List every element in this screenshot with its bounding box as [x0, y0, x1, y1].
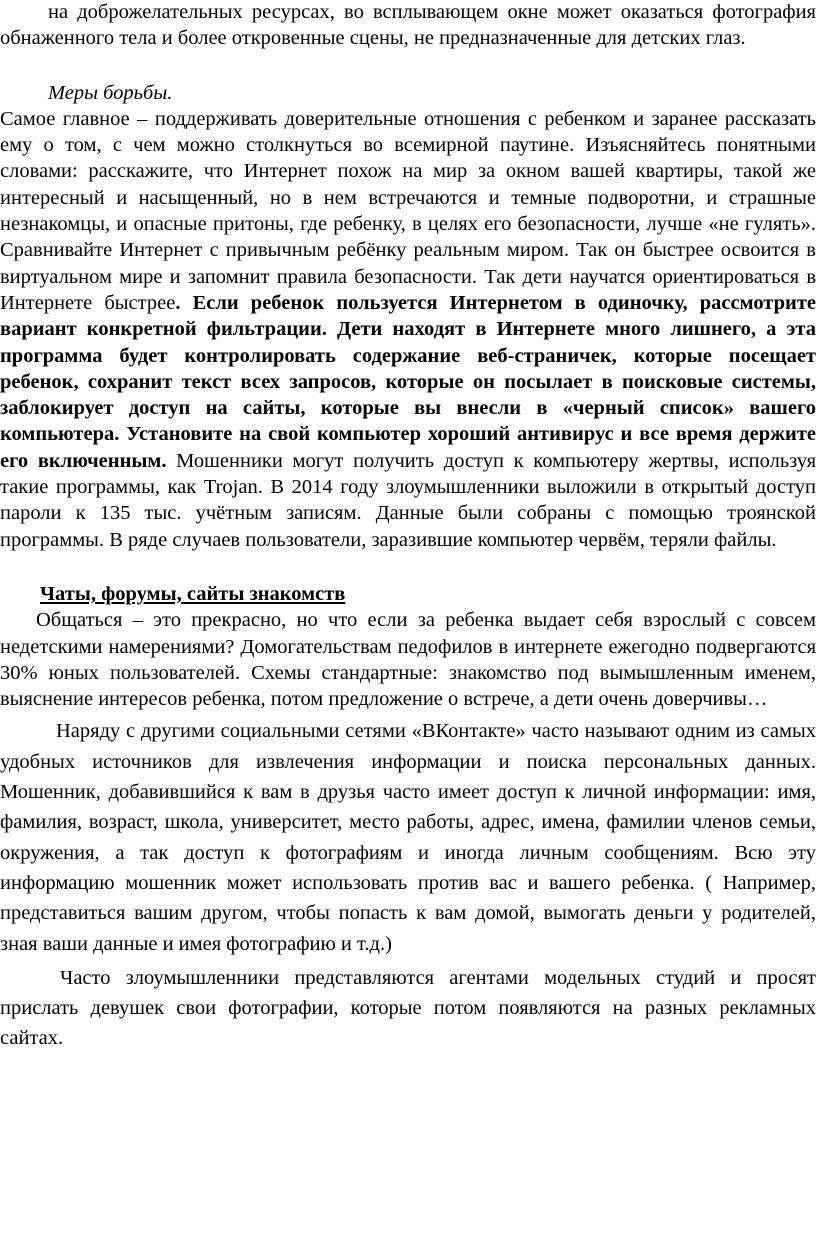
- measures-heading: Меры борьбы.: [48, 81, 173, 104]
- chats-paragraph-3: Часто злоумышленники представляются агентами модельных студий и просят прислать девушек свои фотографии, которые потом появляются на разных рекламных сайтах.: [0, 966, 816, 1050]
- intro-paragraph: на доброжелательных ресурсах, во всплывающем окне может оказаться фотография обнаженного тела и более откровенные сцены, не предназначенные для детских глаз.: [0, 1, 816, 50]
- chats-heading: Чаты, форумы, сайты знакомств: [40, 582, 346, 605]
- measures-paragraph: [0, 106, 816, 553]
- spacer: [0, 553, 816, 579]
- measures-text-regular: Самое главное – поддерживать доверительные отношения с ребенком и заранее рассказать ему о том, с чем можно столкнуться во всемирной паутине. Изъясняйтесь понятными словами: расскажите, что Интернет похож на мир за окном вашей квартиры, такой же интересный и насыщенный, но в нем встречаются и темные подворотни, и страшные незнакомцы, и опасные притоны, где ребенку, в целях его безопасности, лучше «не гулять». Сравнивайте Интернет с привычным ребёнку реальным миром. Так он быстрее освоится в виртуальном мире и запомнит правила безопасности. Так дети научатся ориентироваться в Интернете быстрее: [0, 107, 816, 314]
- measures-text-regular-2: Мошенники могут получить доступ к компьютеру жертвы, используя такие программы, как Trojan. В 2014 году злоумышленники выложили в открытый доступ пароли к 135 тыс. учётным записям. Данные были собраны с помощью троянской программы. В ряде случаев пользователи, заразившие компьютер червём, теряли файлы.: [0, 449, 816, 551]
- chats-paragraph-2: Наряду с другими социальными сетями «ВКонтакте» часто называют одним из самых удобных источников для извлечения информации и поиска персональных данных. Мошенник, добавившийся к вам в друзья часто имеет доступ к личной информации: имя, фамилия, возраст, школа, университет, место работы, адрес, имена, фамилии членов семьи, окружения, а так доступ к фотографиям и иногда личным сообщениям. Всю эту информацию мошенник может использовать против вас и вашего ребенка. ( Например, представиться вашим другом, чтобы попасть к вам домой, вымогать деньги у родителей, зная ваши данные и имея фотографию и т.д.): [0, 720, 816, 955]
- chats-paragraph-1: Общаться – это прекрасно, но что если за ребенка выдает себя взрослый с совсем недетскими намерениями? Домогательствам педофилов в интернете ежегодно подвергаются 30% юных пользователей. Схемы стандартные: знакомство под вымышленным именем, выяснение интересов ребенка, потом предложение о встрече, а дети очень доверчивы…: [0, 609, 816, 711]
- measures-text-bold: . Если ребенок пользуется Интернетом в одиночку, рассмотрите вариант конкретной фильтрации. Дети находят в Интернете много лишнего, а эта программа будет контролировать содержание веб-страничек, которые посещает ребенок, сохранит текст всех запросов, которые он посылает в поисковые системы, заблокирует доступ на сайты, которые вы внесли в «черный список» вашего компьютера. Установите на свой компьютер хороший антивирус и все время держите его включенным.: [0, 291, 816, 472]
- spacer: [0, 52, 816, 78]
